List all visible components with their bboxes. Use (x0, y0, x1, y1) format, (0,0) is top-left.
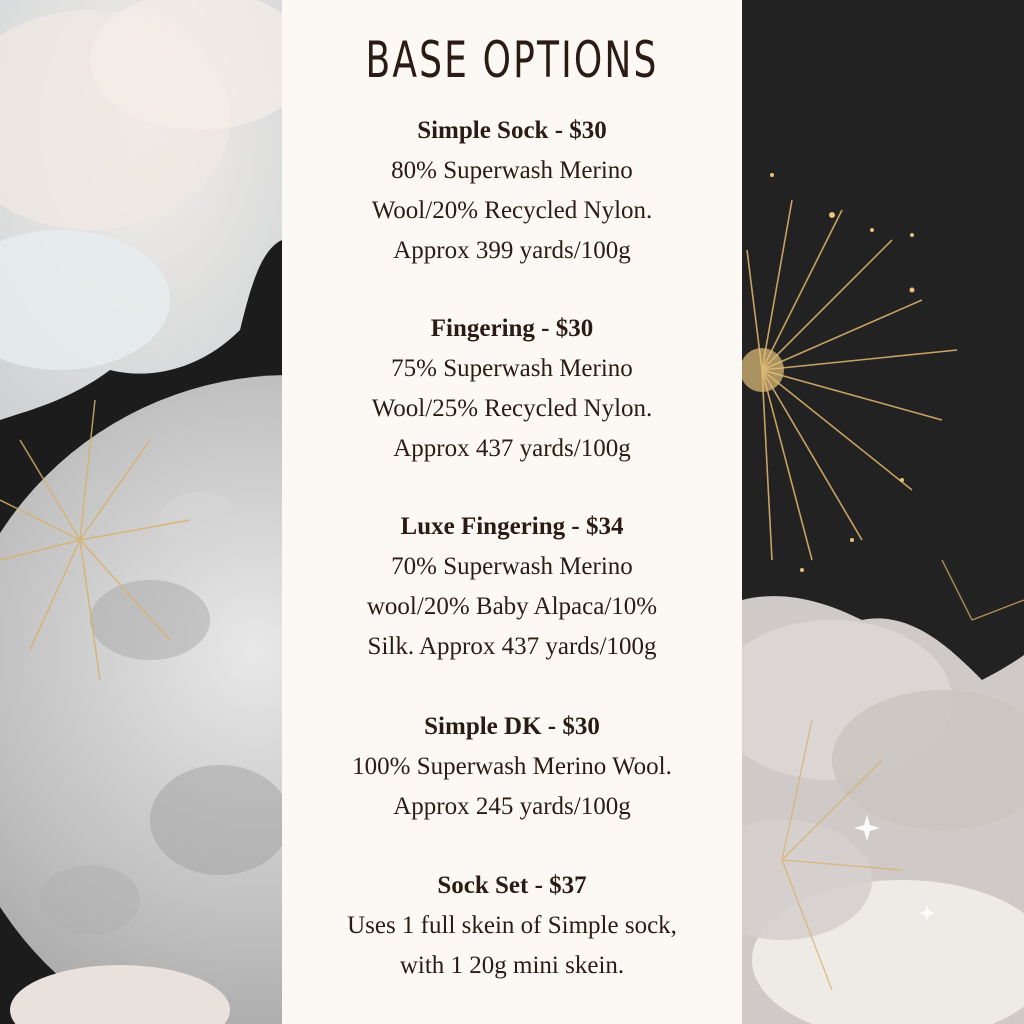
option-luxe-fingering (282, 507, 742, 667)
base-options-card (282, 0, 742, 1024)
moon-clouds-illustration (0, 0, 282, 1024)
option-description: Uses 1 full skein of Simple sock, with 1 20g mini skein. (347, 912, 677, 979)
option-description: 100% Superwash Merino Wool. Approx 245 yards/100g (352, 753, 672, 820)
page-title: BASE OPTIONS (365, 31, 659, 89)
option-description: 80% Superwash Merino Wool/20% Recycled Nylon. Approx 399 yards/100g (371, 157, 653, 264)
option-fingering (282, 309, 742, 469)
option-simple-dk (282, 707, 742, 827)
option-description: 70% Superwash Merino wool/20% Baby Alpaca/10% Silk. Approx 437 yards/100g (366, 553, 658, 660)
option-name: Simple DK - $30 (424, 713, 600, 740)
option-name: Luxe Fingering - $34 (400, 513, 624, 540)
left-artwork (0, 0, 282, 1024)
option-name: Sock Set - $37 (437, 872, 587, 899)
option-name: Simple Sock - $30 (417, 117, 607, 144)
right-artwork (742, 0, 1024, 1024)
option-name: Fingering - $30 (430, 315, 594, 342)
firework-clouds-illustration (742, 0, 1024, 1024)
option-simple-sock (282, 111, 742, 271)
option-sock-set (282, 866, 742, 986)
option-description: 75% Superwash Merino Wool/25% Recycled Nylon. Approx 437 yards/100g (371, 355, 653, 462)
